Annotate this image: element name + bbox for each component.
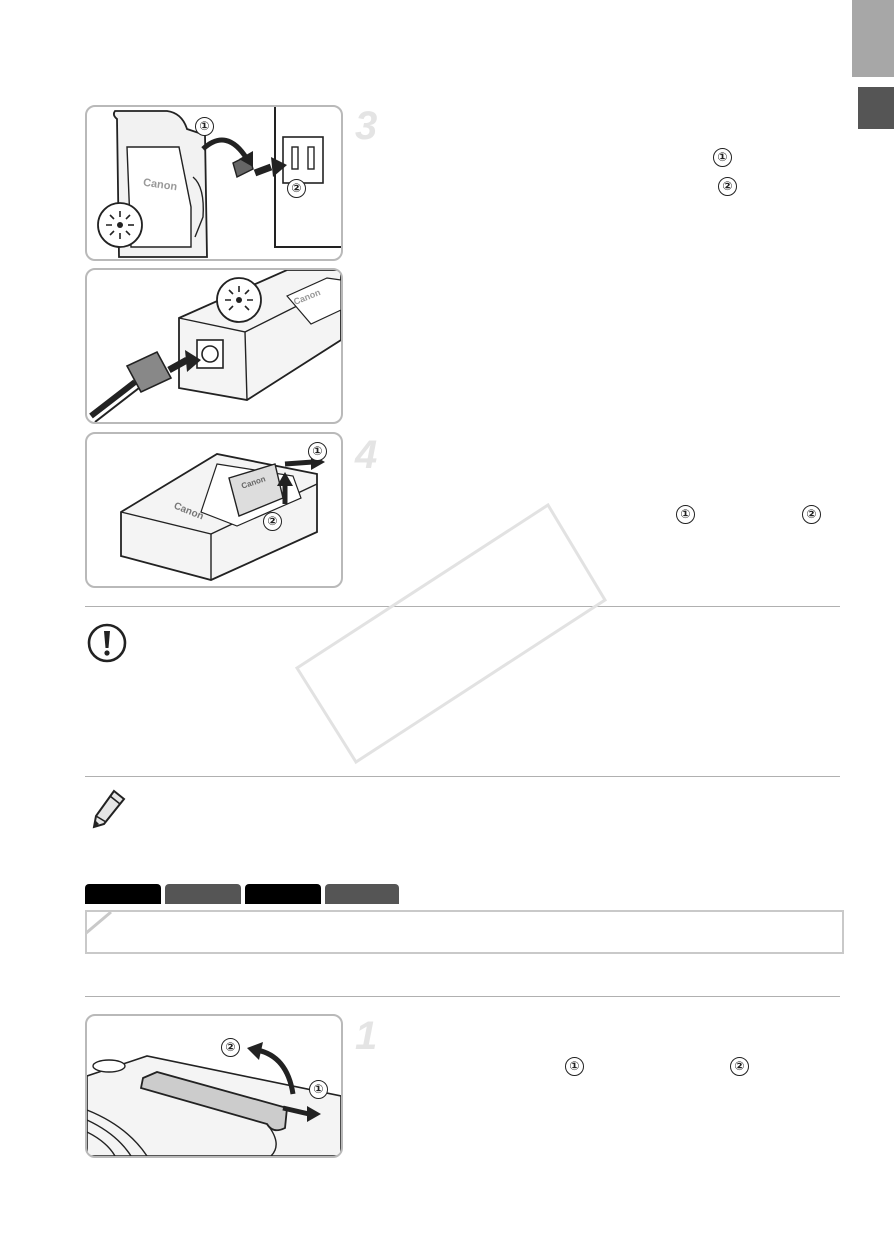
step-1-marker-2: ② (730, 1057, 749, 1076)
illustration-charger-wall (85, 105, 343, 261)
callout-1: ① (309, 1080, 328, 1099)
mode-chip-2 (165, 884, 241, 904)
chapter-thumb-tab-light (852, 0, 894, 77)
divider-caution (85, 606, 840, 607)
step-number-4: 4 (355, 433, 378, 477)
charger-brand-label: Canon (292, 287, 322, 307)
camera-cover-drawing (87, 1016, 341, 1156)
caution-icon (86, 622, 128, 664)
mode-chip-3 (245, 884, 321, 904)
illustration-camera-cover (85, 1014, 343, 1158)
charger-brand-label: Canon (142, 176, 178, 194)
battery-remove-drawing (87, 434, 341, 586)
callout-2: ② (221, 1038, 240, 1057)
callout-1: ① (195, 117, 214, 136)
step-3-marker-2: ② (718, 177, 737, 196)
step-4-marker-1: ① (676, 505, 695, 524)
step-4-marker-2: ② (802, 505, 821, 524)
callout-2: ② (263, 512, 282, 531)
mode-chip-4 (325, 884, 399, 904)
step-number-3: 3 (355, 104, 378, 148)
callout-2: ② (287, 179, 306, 198)
mode-chip-1 (85, 884, 161, 904)
step-number-1: 1 (355, 1014, 378, 1058)
illustration-battery-remove (85, 432, 343, 588)
charger-brand-label: Canon (172, 500, 206, 523)
battery-brand-label: Canon (240, 474, 267, 491)
divider-step-1 (85, 996, 840, 997)
step-1-marker-1: ① (565, 1057, 584, 1076)
chapter-thumb-tab-dark (858, 87, 894, 129)
step-3-marker-1: ① (713, 148, 732, 167)
section-title-bar (85, 910, 844, 954)
pencil-note-icon (88, 788, 128, 830)
divider-note (85, 776, 840, 777)
illustration-charger-cord (85, 268, 343, 424)
callout-1: ① (308, 442, 327, 461)
